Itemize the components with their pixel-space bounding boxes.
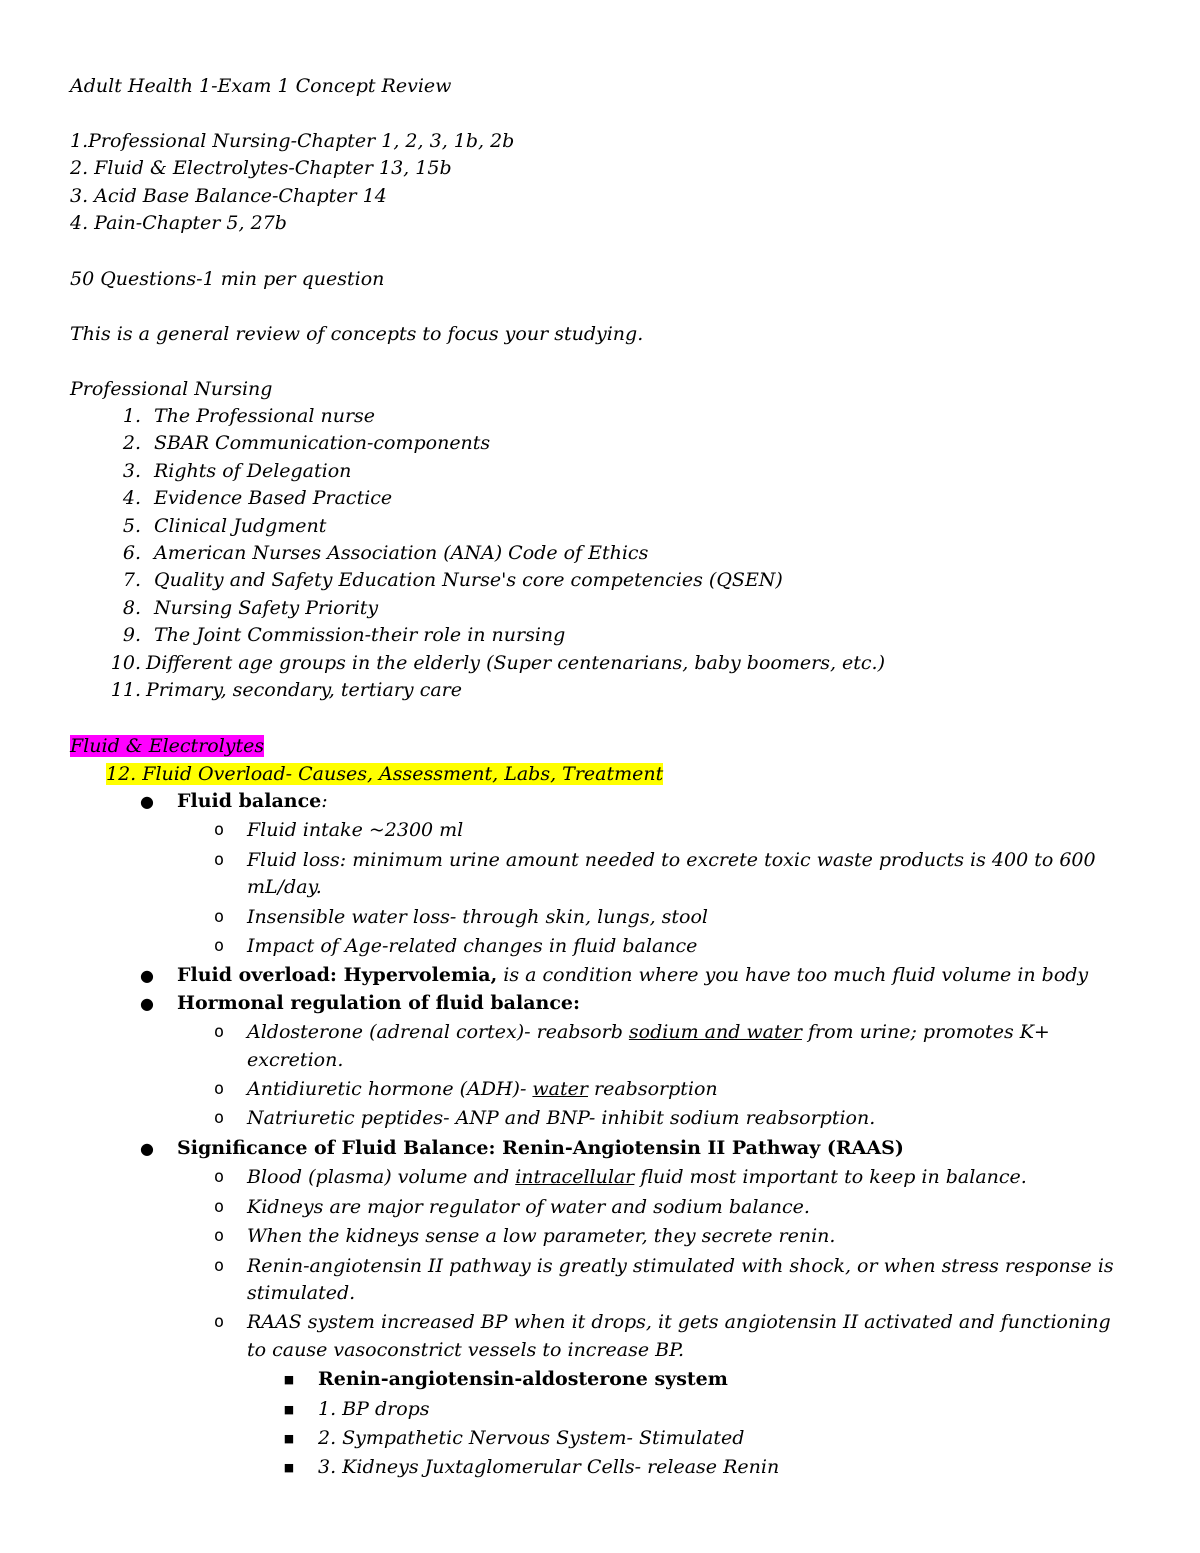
circle-bullet-icon: o <box>213 1255 225 1276</box>
bullet-fluid-overload: ● Fluid overload: Hypervolemia, is a condition where you have too much fluid volume in body <box>0 962 1200 989</box>
sub-bullet: o RAAS system increased BP when it drops, it gets angiotensin II activated and functioning to cause vasoconstrict vessels to increase BP. <box>0 1309 1200 1364</box>
section-heading-professional-nursing: Professional Nursing <box>70 378 273 400</box>
circle-bullet-icon: o <box>213 1079 225 1100</box>
square-bullet-icon: ■ <box>283 1461 295 1475</box>
section-heading-fluid-electrolytes <box>70 733 1150 760</box>
bullet-hormonal-regulation: ● Hormonal regulation of fluid balance: <box>0 990 1200 1017</box>
document-title: Adult Health 1-Exam 1 Concept Review <box>70 75 452 97</box>
list-item: 8. Nursing Safety Priority <box>122 596 379 619</box>
list-item: 9. The Joint Commission-their role in nursing <box>122 624 566 647</box>
circle-bullet-icon: o <box>213 820 225 841</box>
square-bullet-icon: ■ <box>283 1402 295 1416</box>
list-item: 6. American Nurses Association (ANA) Code of Ethics <box>122 542 649 565</box>
list-item: 11. Primary, secondary, tertiary care <box>110 679 462 702</box>
circle-bullet-icon: o <box>213 906 225 927</box>
bullet-raas: ● Significance of Fluid Balance: Renin-Angiotensin II Pathway (RAAS) <box>0 1135 1200 1162</box>
list-item: 5. Clinical Judgment <box>122 514 327 537</box>
professional-nursing-list <box>104 403 1144 704</box>
item-12-fluid-overload <box>106 761 1186 788</box>
circle-bullet-icon: o <box>213 1226 225 1247</box>
sub-bullet: o Impact of Age-related changes in fluid balance <box>0 933 1200 960</box>
list-item: 3. Rights of Delegation <box>122 459 352 482</box>
bullet-icon: ● <box>140 966 154 986</box>
sub-sub-bullet: ■ 1. BP drops <box>0 1396 1200 1423</box>
sub-bullet: o When the kidneys sense a low parameter, they secrete renin. <box>0 1223 1200 1250</box>
square-bullet-icon: ■ <box>283 1431 295 1445</box>
sub-bullet: o Renin-angiotensin II pathway is greatly stimulated with shock, or when stress response is stimulated. <box>0 1253 1200 1308</box>
bullet-fluid-balance: ● Fluid balance: <box>0 788 1200 815</box>
sub-sub-bullet: ■ 2. Sympathetic Nervous System- Stimulated <box>0 1425 1200 1452</box>
sub-sub-bullet: ■ Renin-angiotensin-aldosterone system <box>0 1366 1200 1393</box>
sub-bullet: o Aldosterone (adrenal cortex)- reabsorb sodium and water from urine; promotes K+ excretion. <box>0 1019 1200 1074</box>
circle-bullet-icon: o <box>213 1312 225 1333</box>
sub-bullet: o Natriuretic peptides- ANP and BNP- inhibit sodium reabsorption. <box>0 1105 1200 1132</box>
sub-bullet: o Kidneys are major regulator of water and sodium balance. <box>0 1194 1200 1221</box>
circle-bullet-icon: o <box>213 936 225 957</box>
circle-bullet-icon: o <box>213 1022 225 1043</box>
sub-bullet: o Fluid loss: minimum urine amount needed to excrete toxic waste products is 400 to 600 mL/day. <box>0 847 1200 902</box>
review-note: This is a general review of concepts to focus your studying. <box>70 323 644 345</box>
sub-bullet: o Fluid intake ~2300 ml <box>0 817 1200 844</box>
bullet-icon: ● <box>140 993 154 1013</box>
circle-bullet-icon: o <box>213 849 225 870</box>
list-item: 1. The Professional nurse <box>122 405 376 427</box>
square-bullet-icon: ■ <box>283 1373 295 1387</box>
circle-bullet-icon: o <box>213 1108 225 1129</box>
list-item: 2. SBAR Communication-components <box>122 432 491 455</box>
circle-bullet-icon: o <box>213 1167 225 1188</box>
bullet-icon: ● <box>140 1138 154 1158</box>
circle-bullet-icon: o <box>213 1196 225 1217</box>
list-item: 10. Different age groups in the elderly (Super centenarians, baby boomers, etc.) <box>110 651 885 674</box>
list-item: 4. Evidence Based Practice <box>122 487 393 510</box>
topic-line-2: 2. Fluid & Electrolytes-Chapter 13, 15b <box>70 157 452 179</box>
exam-info: 50 Questions-1 min per question <box>70 268 385 290</box>
highlighted-heading: Fluid & Electrolytes <box>70 735 265 757</box>
list-item: 7. Quality and Safety Education Nurse's core competencies (QSEN) <box>122 569 783 592</box>
bullet-icon: ● <box>140 792 154 811</box>
topic-line-3: 3. Acid Base Balance-Chapter 14 <box>70 185 387 207</box>
topic-line-1: 1.Professional Nursing-Chapter 1, 2, 3, 1b, 2b <box>70 130 515 152</box>
fluid-electrolytes-outline <box>0 788 1200 1482</box>
sub-bullet: o Insensible water loss- through skin, lungs, stool <box>0 904 1200 931</box>
sub-sub-bullet: ■ 3. Kidneys Juxtaglomerular Cells- release Renin <box>0 1454 1200 1481</box>
sub-bullet: o Blood (plasma) volume and intracellular fluid most important to keep in balance. <box>0 1164 1200 1191</box>
sub-bullet: o Antidiuretic hormone (ADH)- water reabsorption <box>0 1076 1200 1103</box>
topic-line-4: 4. Pain-Chapter 5, 27b <box>70 212 287 234</box>
highlighted-item-12: 12. Fluid Overload- Causes, Assessment, Labs, Treatment <box>106 763 664 785</box>
